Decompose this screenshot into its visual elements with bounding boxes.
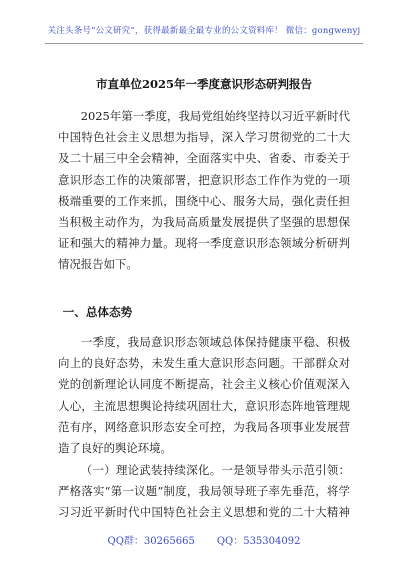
document-title: 市直单位2025年一季度意识形态研判报告: [95, 77, 312, 91]
subsection-1: [58, 460, 350, 524]
section-1-heading: 一、总体态势: [62, 305, 133, 319]
section-1-body: [58, 332, 350, 459]
header-divider: [45, 43, 363, 44]
contact-footer: [0, 532, 408, 547]
section-1-paragraph: 一季度，我局意识形态领域总体保持健康平稳、积极向上的良好态势，未发生重大意识形态问题。干部群众对党的创新理论认同度不断提高，社会主义核心价值观深入人心，主流思想舆论持续巩固壮大，意识形态阵地管理规范有序，网络意识形态安全可控，为我局各项事业发展营造了良好的舆论环境。: [58, 335, 350, 456]
section-1: [58, 302, 350, 323]
qq-group-number: QQ群：30265665: [107, 536, 195, 547]
intro-paragraph: 2025年第一季度，我局党组始终坚持以习近平新时代中国特色社会主义思想为指导，深入学习贯彻党的二十大及二十届三中全会精神，全面落实中央、省委、市委关于意识形态工作的决策部署，把意识形态工作作为党的一项极端重要的工作来抓，围绕中心、服务大局，强化责任担当积极主动作为，为我局高质量发展提供了坚强的思想保证和强大的精神力量。现将一季度意识形态领域分析研判情况报告如下。: [58, 109, 350, 272]
promo-header: 关注头条号“公文研究”，获得最新最全最专业的公文资料库！ 微信：gongwenyj: [47, 26, 361, 36]
qq-number: QQ：535304092: [216, 536, 301, 547]
intro-section: [58, 106, 350, 276]
subsection-1-paragraph: （一）理论武装持续深化。一是领导带头示范引领：严格落实“第一议题”制度，我局领导班子率先垂范，将学习习近平新时代中国特色社会主义思想和党的二十大精神: [58, 463, 350, 520]
